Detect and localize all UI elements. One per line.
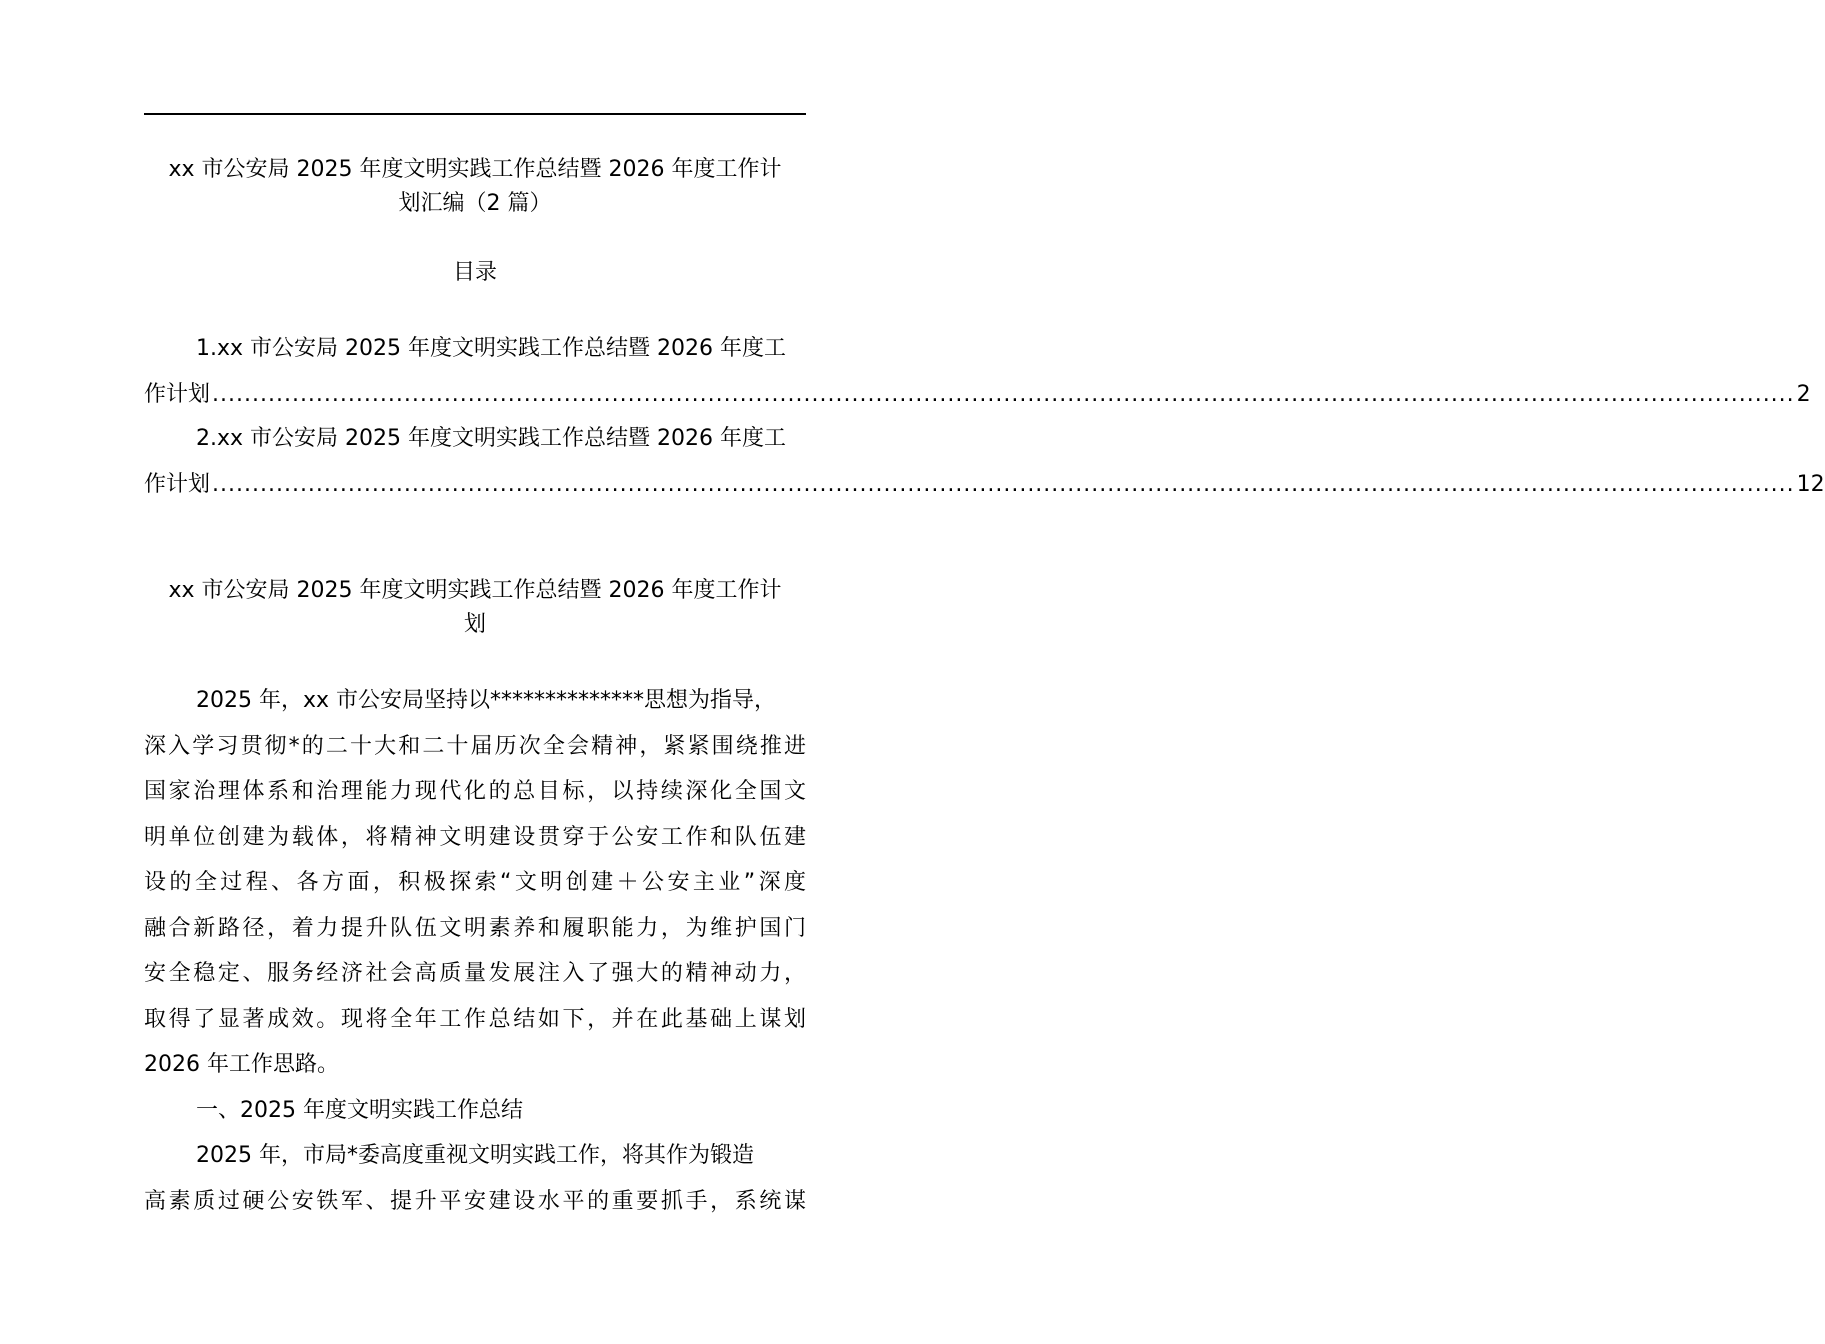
paragraph-line: 高素质过硬公安铁军、提升平安建设水平的重要抓手，系统谋 (144, 1188, 806, 1214)
paragraph-line: 设的全过程、各方面，积极探索“文明创建＋公安主业”深度 (144, 870, 806, 895)
header-rule (144, 113, 806, 115)
toc-entry-title-tail: 作计划 (144, 472, 211, 497)
toc-entry-title-continued (144, 462, 1825, 508)
section-title-line-2: 划 (463, 612, 486, 637)
paragraph-line: 2025 年，市局*委高度重视文明实践工作，将其作为锻造 (196, 1143, 754, 1168)
section-title-line-1: xx 市公安局 2025 年度文明实践工作总结暨 2026 年度工作计 (168, 578, 782, 603)
paragraph-line: 安全稳定、服务经济社会高质量发展注入了强大的精神动力， (144, 961, 806, 986)
document-title (144, 153, 806, 221)
body-text (144, 678, 806, 1224)
paragraph-line: 2026 年工作思路。 (144, 1052, 339, 1077)
toc-entry-title-continued (144, 372, 1811, 418)
toc-page-number: 2 (1796, 382, 1811, 407)
toc-entry-2[interactable] (144, 416, 1825, 508)
paragraph-line: 深入学习贯彻*的二十大和二十届历次全会精神，紧紧围绕推进 (144, 733, 806, 759)
toc-page-number: 12 (1796, 472, 1825, 497)
toc-dot-leader: ...................................................................................................................................................................................................... (212, 382, 1795, 407)
document-title-line-2: 划汇编（2 篇） (398, 191, 552, 216)
paragraph-line: 2025 年，xx 市公安局坚持以**************思想为指导， (196, 688, 777, 713)
toc-entry-title: 2.xx 市公安局 2025 年度文明实践工作总结暨 2026 年度工 (196, 426, 786, 451)
toc-entry-title: 1.xx 市公安局 2025 年度文明实践工作总结暨 2026 年度工 (196, 336, 786, 361)
paragraph-line: 国家治理体系和治理能力现代化的总目标，以持续深化全国文 (144, 779, 806, 804)
paragraph-line: 明单位创建为载体，将精神文明建设贯穿于公安工作和队伍建 (144, 824, 806, 850)
toc-entry-1[interactable] (144, 326, 1811, 418)
document-title-line-1: xx 市公安局 2025 年度文明实践工作总结暨 2026 年度工作计 (168, 157, 782, 182)
section-title (144, 574, 806, 642)
paragraph-line: 取得了显著成效。现将全年工作总结如下，并在此基础上谋划 (144, 1006, 806, 1032)
toc-entry-title-tail: 作计划 (144, 382, 211, 407)
section-heading-1: 一、2025 年度文明实践工作总结 (196, 1097, 523, 1123)
toc-dot-leader: ...................................................................................................................................................................................................... (212, 472, 1795, 497)
toc-heading: 目录 (452, 260, 497, 285)
paragraph-line: 融合新路径，着力提升队伍文明素养和履职能力，为维护国门 (144, 915, 806, 941)
